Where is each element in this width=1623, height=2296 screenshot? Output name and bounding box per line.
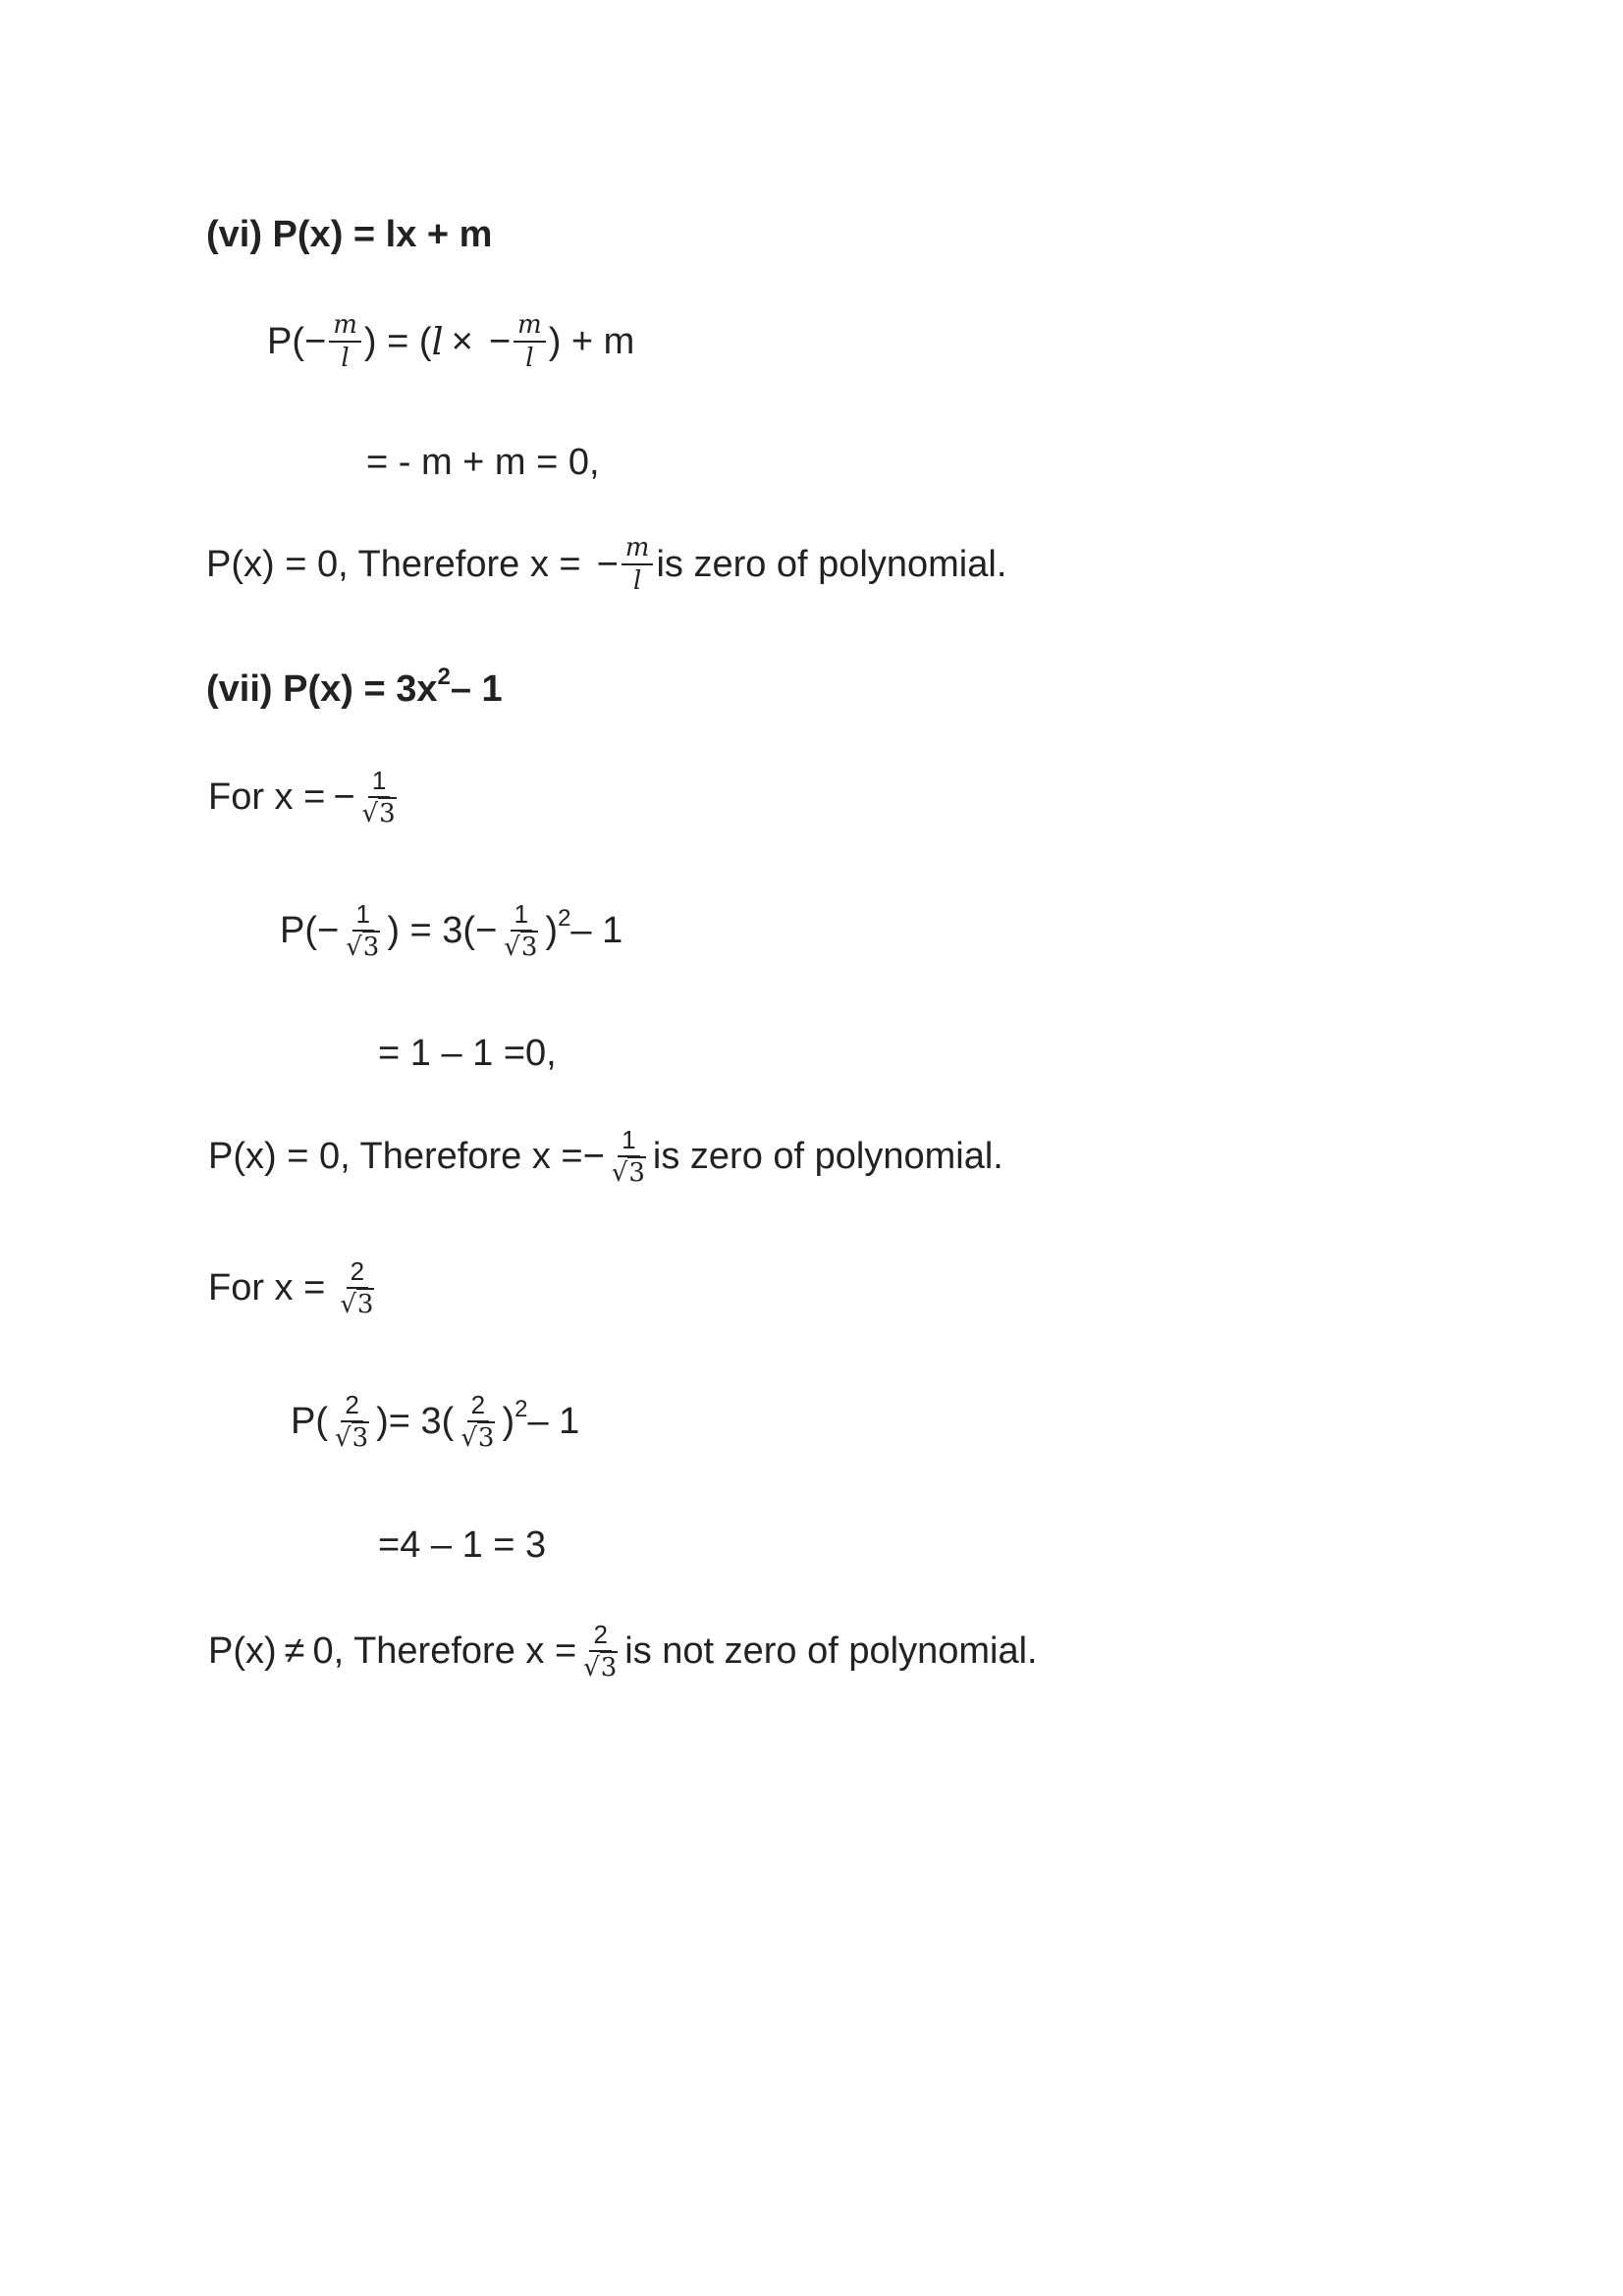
case-1-evaluation: P( − $\frac{1}{√3}$ ) = 3( − $\frac{1}{√3}$ ) $^2$ – 1 xyxy=(280,899,623,962)
fraction-2-over-root-3: $\frac{2}{√3}$ xyxy=(460,1390,495,1453)
case-1-result: = 1 – 1 =0, xyxy=(378,1033,557,1074)
case-2-evaluation: P( $\frac{2}{√3}$ )= 3( $\frac{2}{√3}$ ) $^2$ – 1 xyxy=(291,1390,580,1453)
fraction-1-over-root-3: $\frac{1}{√3}$ xyxy=(611,1125,645,1188)
part-vi-step-2: = - m + m = 0, xyxy=(366,442,600,483)
fraction-1-over-root-3: $\frac{1}{√3}$ xyxy=(346,899,380,962)
not-equal-sign: ≠ xyxy=(284,1630,305,1672)
part-vi-step-1: P( − $\frac{m}{l}$ ) = ( l × − $\frac{m}{l}$ ) + m xyxy=(267,310,635,373)
part-vii-title: (vii) P(x) = 3x $^2$ – 1 xyxy=(206,664,503,710)
fraction-1-over-root-3: $\frac{1}{√3}$ xyxy=(504,899,538,962)
part-vi-title: (vi) P(x) = lx + m xyxy=(206,214,493,255)
fraction-1-over-root-3: $\frac{1}{√3}$ xyxy=(361,766,396,828)
case-1-for-x: For x = − $\frac{1}{√3}$ xyxy=(208,768,404,827)
part-vi-conclusion: P(x) = 0, Therefore x = − $\frac{m}{l}$ is zero of polynomial. xyxy=(206,533,1007,596)
fraction-2-over-root-3: $\frac{2}{√3}$ xyxy=(340,1256,374,1319)
fraction-m-over-l: $\frac{m}{l}$ xyxy=(329,312,361,371)
fraction-2-over-root-3: $\frac{2}{√3}$ xyxy=(335,1390,369,1453)
fraction-2-over-root-3: $\frac{2}{√3}$ xyxy=(583,1620,618,1682)
fraction-m-over-l: $\frac{m}{l}$ xyxy=(514,312,546,371)
case-1-conclusion: P(x) = 0, Therefore x = − $\frac{1}{√3}$ is zero of polynomial. xyxy=(208,1125,1003,1188)
case-2-for-x: For x = $\frac{2}{√3}$ xyxy=(208,1258,381,1317)
case-2-conclusion: P(x) ≠ 0, Therefore x = $\frac{2}{√3}$ is not zero of polynomial. xyxy=(208,1620,1038,1682)
fraction-m-over-l: $\frac{m}{l}$ xyxy=(622,535,654,594)
case-2-result: =4 – 1 = 3 xyxy=(378,1524,547,1566)
